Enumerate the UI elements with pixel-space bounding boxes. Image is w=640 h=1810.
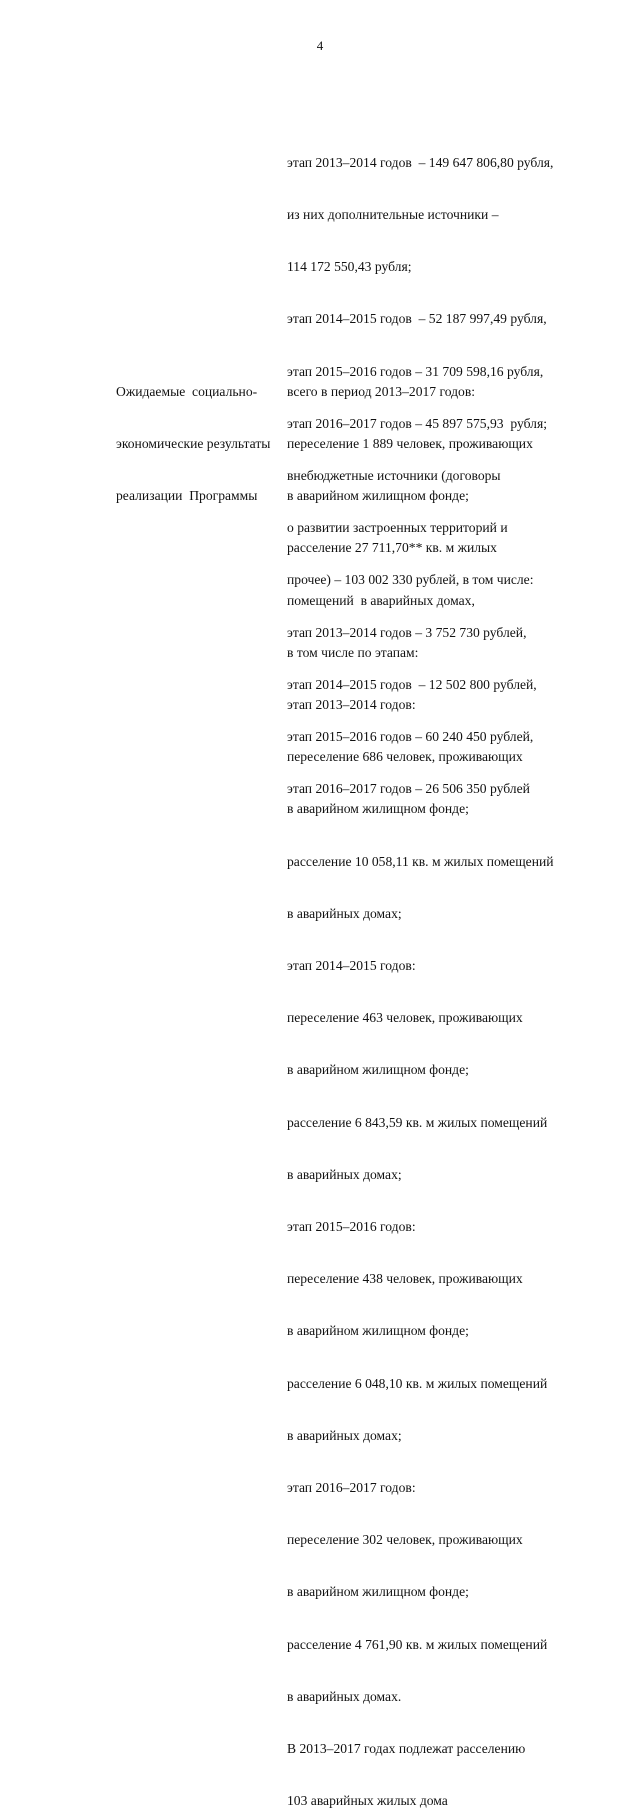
text-line: переселение 1 889 человек, проживающих: [287, 436, 533, 452]
text-line: расселение 6 048,10 кв. м жилых помещений: [287, 1375, 548, 1391]
text-line: этап 2016–2017 годов – 45 897 575,93 рубля;: [287, 415, 547, 431]
text-line: внебюджетные источники (договоры: [287, 468, 501, 484]
text-line: из них дополнительные источники –: [287, 207, 499, 223]
text-line: в аварийном жилищном фонде;: [287, 1062, 469, 1078]
text-line: В 2013–2017 годах подлежат расселению: [287, 1741, 526, 1757]
text-line: расселение 27 711,70** кв. м жилых: [287, 540, 497, 556]
text-line: этап 2014–2015 годов:: [287, 958, 416, 974]
results-text: [287, 348, 554, 1810]
text-line: 114 172 550,43 рубля;: [287, 259, 412, 275]
label-line: реализации Программы: [116, 488, 258, 504]
text-line: в аварийных домах;: [287, 1427, 402, 1443]
text-line: переселение 463 человек, проживающих: [287, 1010, 523, 1026]
text-line: помещений в аварийных домах,: [287, 592, 475, 608]
text-line: прочее) – 103 002 330 рублей, в том числе:: [287, 572, 534, 588]
results-section-label: [116, 348, 270, 522]
text-line: этап 2016–2017 годов:: [287, 1480, 416, 1496]
text-line: расселение 6 843,59 кв. м жилых помещений: [287, 1114, 548, 1130]
text-line: расселение 4 761,90 кв. м жилых помещений: [287, 1636, 548, 1652]
text-line: 103 аварийных жилых дома: [287, 1793, 448, 1809]
text-line: этап 2015–2016 годов – 31 709 598,16 рубля,: [287, 363, 544, 379]
text-line: этап 2015–2016 годов:: [287, 1219, 416, 1235]
text-line: этап 2014–2015 годов – 12 502 800 рублей,: [287, 676, 537, 692]
text-line: этап 2013–2014 годов – 149 647 806,80 рубля,: [287, 154, 554, 170]
page-number: 4: [316, 38, 324, 53]
text-line: этап 2015–2016 годов – 60 240 450 рублей,: [287, 729, 534, 745]
label-line: экономические результаты: [116, 436, 271, 452]
text-line: в аварийных домах.: [287, 1688, 402, 1704]
text-line: в аварийном жилищном фонде;: [287, 801, 469, 817]
text-line: расселение 10 058,11 кв. м жилых помещений: [287, 853, 554, 869]
text-line: переселение 438 человек, проживающих: [287, 1271, 523, 1287]
text-line: этап 2013–2014 годов:: [287, 697, 416, 713]
text-line: в аварийном жилищном фонде;: [287, 1584, 469, 1600]
text-line: в аварийных домах;: [287, 1166, 402, 1182]
label-line: Ожидаемые социально-: [116, 383, 258, 399]
text-line: всего в период 2013–2017 годов:: [287, 383, 476, 399]
text-line: в том числе по этапам:: [287, 644, 419, 660]
text-line: о развитии застроенных территорий и: [287, 520, 508, 536]
text-line: переселение 686 человек, проживающих: [287, 749, 523, 765]
text-line: этап 2014–2015 годов – 52 187 997,49 рубля,: [287, 311, 547, 327]
text-line: этап 2013–2014 годов – 3 752 730 рублей,: [287, 624, 527, 640]
text-line: в аварийных домах;: [287, 905, 402, 921]
text-line: в аварийном жилищном фонде;: [287, 1323, 469, 1339]
text-line: этап 2016–2017 годов – 26 506 350 рублей: [287, 781, 530, 797]
text-line: в аварийном жилищном фонде;: [287, 488, 469, 504]
text-line: переселение 302 человек, проживающих: [287, 1532, 523, 1548]
